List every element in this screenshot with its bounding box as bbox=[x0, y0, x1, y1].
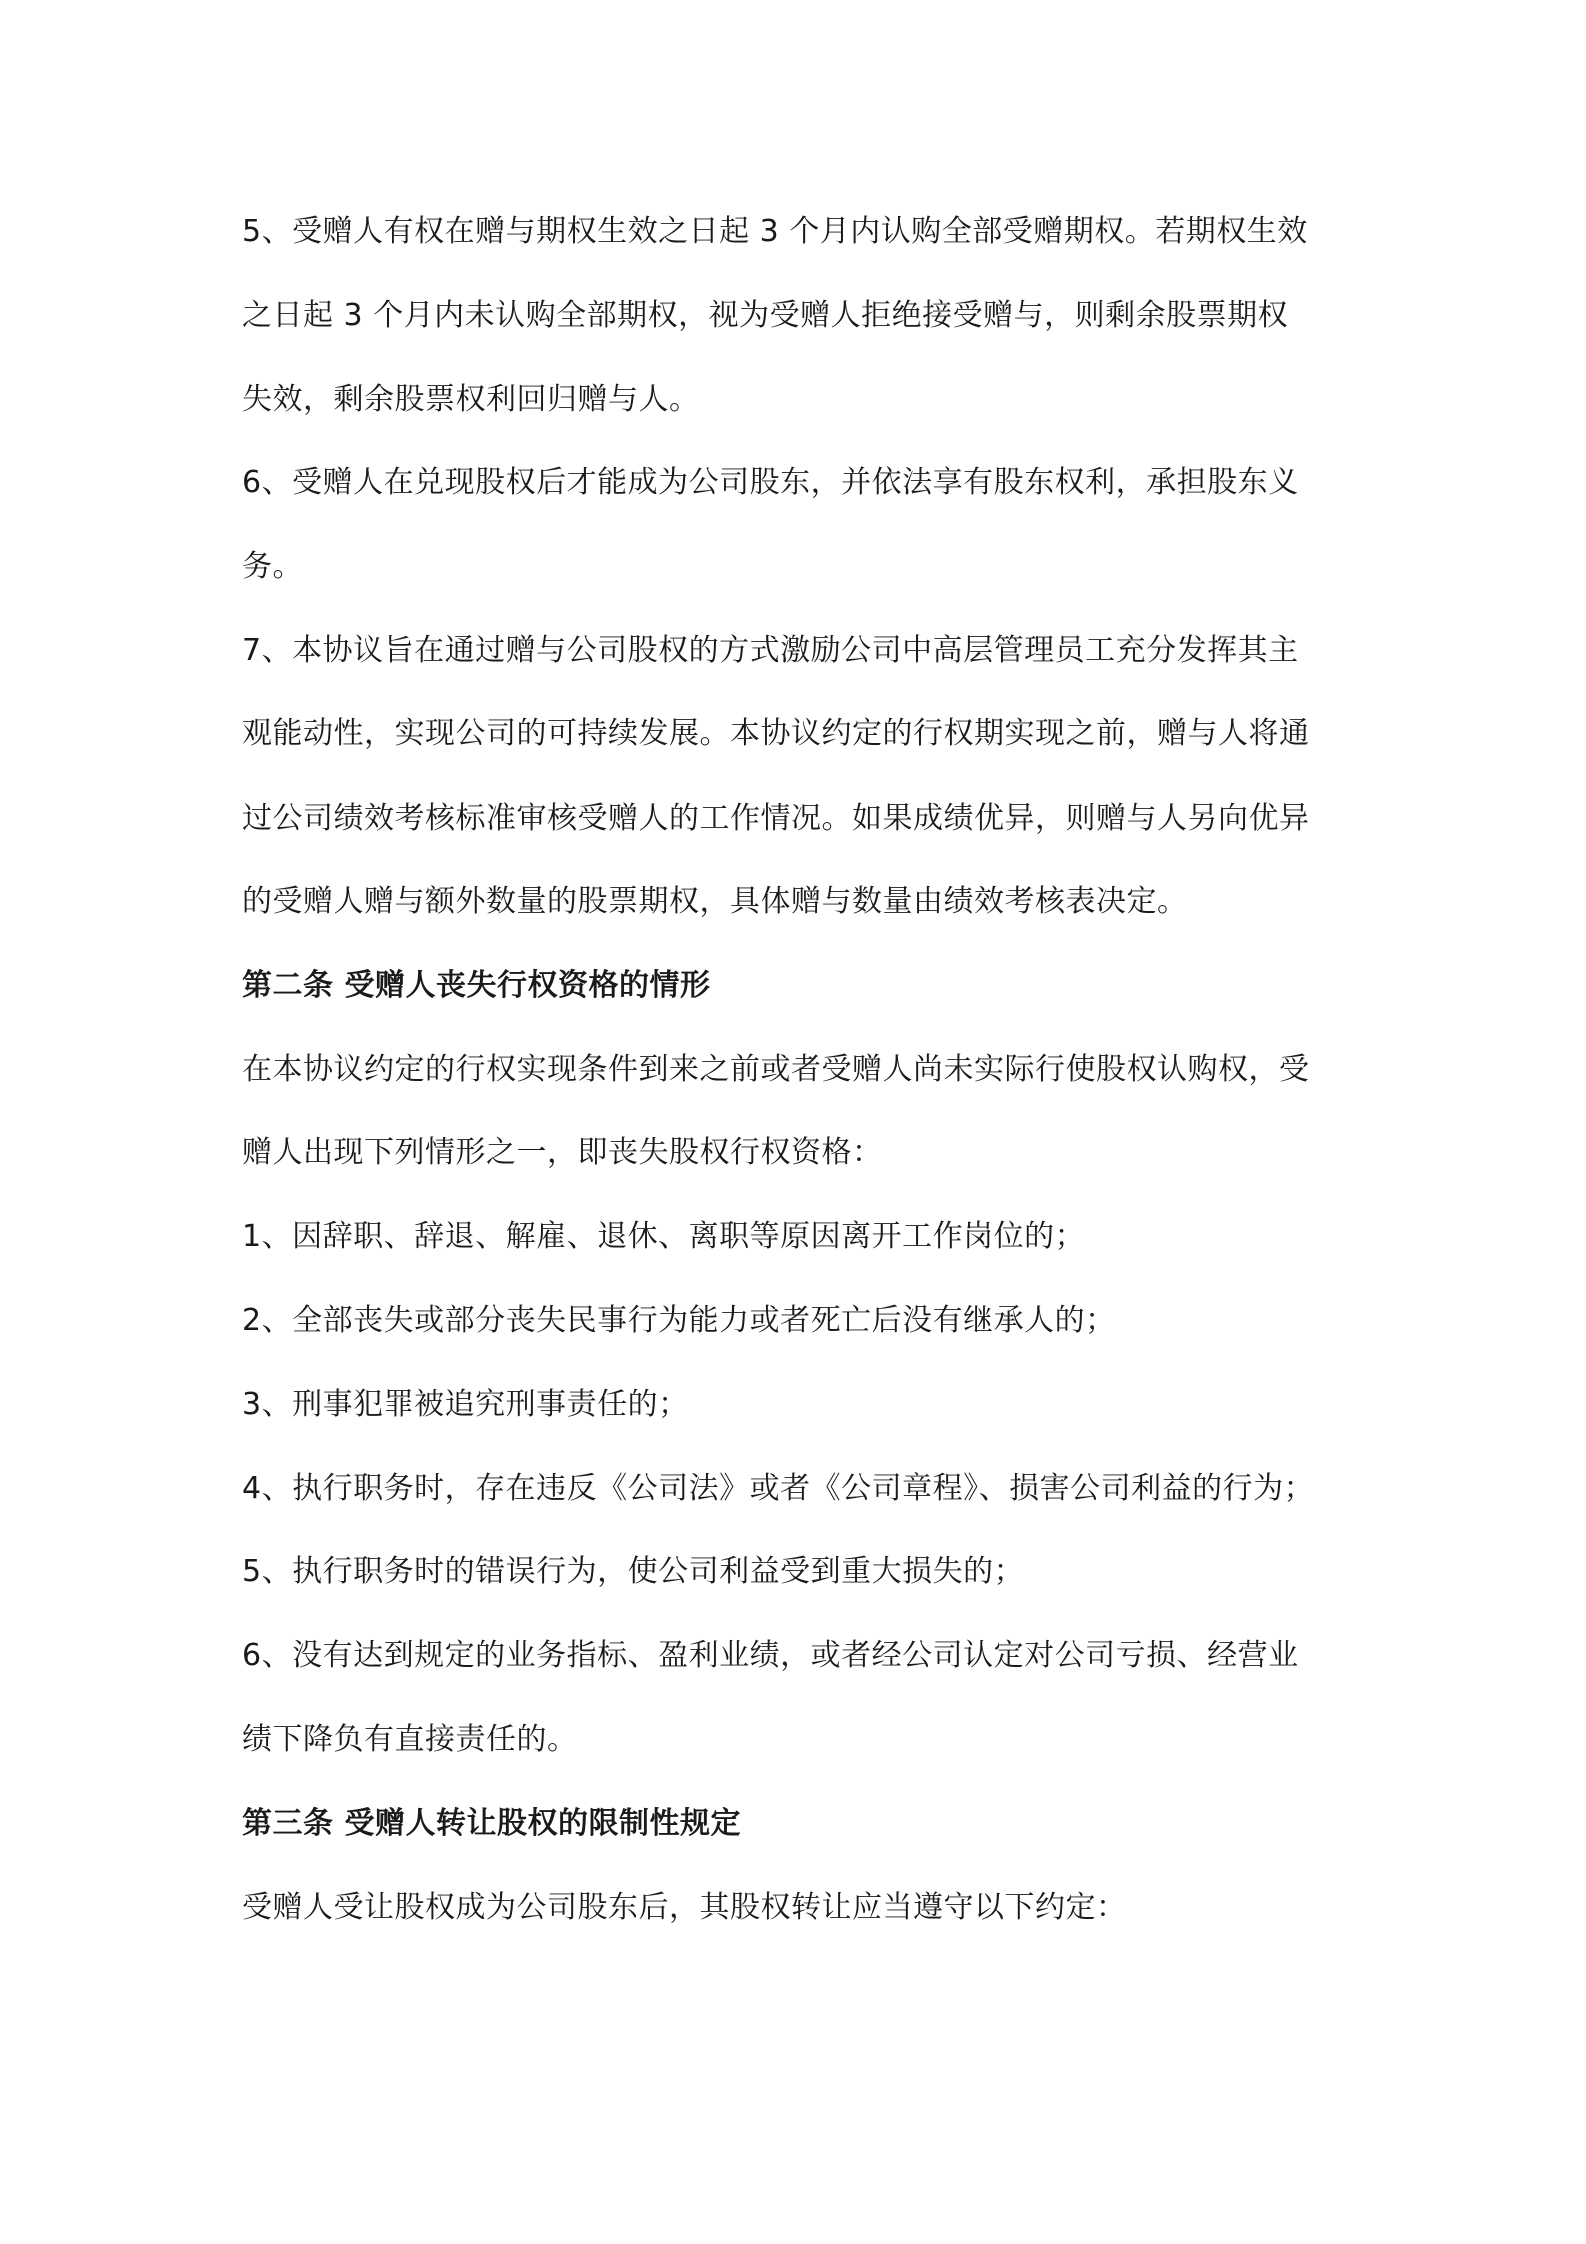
text-line: 7、本协议旨在通过赠与公司股权的方式激励公司中高层管理员工充分发挥其主 bbox=[242, 633, 1299, 668]
text-line: 观能动性，实现公司的可持续发展。本协议约定的行权期实现之前，赠与人将通 bbox=[242, 716, 1310, 751]
text-line: 6、受赠人在兑现股权后才能成为公司股东，并依法享有股东权利，承担股东义 bbox=[242, 465, 1299, 500]
text-line: 5、执行职务时的错误行为，使公司利益受到重大损失的； bbox=[242, 1554, 1025, 1589]
text-line: 务。 bbox=[242, 549, 303, 584]
text-line: 的受赠人赠与额外数量的股票期权，具体赠与数量由绩效考核表决定。 bbox=[242, 884, 1188, 919]
text-line: 6、没有达到规定的业务指标、盈利业绩，或者经公司认定对公司亏损、经营业 bbox=[242, 1638, 1299, 1673]
text-line: 失效，剩余股票权利回归赠与人。 bbox=[242, 382, 700, 417]
text-line: 1、因辞职、辞退、解雇、退休、离职等原因离开工作岗位的； bbox=[242, 1219, 1086, 1254]
text-line: 之日起 3 个月内未认购全部期权，视为受赠人拒绝接受赠与，则剩余股票期权 bbox=[242, 298, 1289, 333]
section-heading: 第二条 受赠人丧失行权资格的情形 bbox=[242, 968, 711, 1003]
text-line: 3、刑事犯罪被追究刑事责任的； bbox=[242, 1387, 689, 1422]
text-line: 受赠人受让股权成为公司股东后，其股权转让应当遵守以下约定： bbox=[242, 1890, 1127, 1925]
text-line: 在本协议约定的行权实现条件到来之前或者受赠人尚未实际行使股权认购权，受 bbox=[242, 1052, 1310, 1087]
text-line: 4、执行职务时，存在违反《公司法》或者《公司章程》、损害公司利益的行为； bbox=[242, 1471, 1315, 1506]
text-line: 绩下降负有直接责任的。 bbox=[242, 1722, 578, 1757]
text-line: 过公司绩效考核标准审核受赠人的工作情况。如果成绩优异，则赠与人另向优异 bbox=[242, 801, 1310, 836]
text-line: 2、全部丧失或部分丧失民事行为能力或者死亡后没有继承人的； bbox=[242, 1303, 1116, 1338]
text-line: 5、受赠人有权在赠与期权生效之日起 3 个月内认购全部受赠期权。若期权生效 bbox=[242, 214, 1308, 249]
text-line: 赠人出现下列情形之一，即丧失股权行权资格： bbox=[242, 1135, 883, 1170]
section-heading: 第三条 受赠人转让股权的限制性规定 bbox=[242, 1806, 741, 1841]
